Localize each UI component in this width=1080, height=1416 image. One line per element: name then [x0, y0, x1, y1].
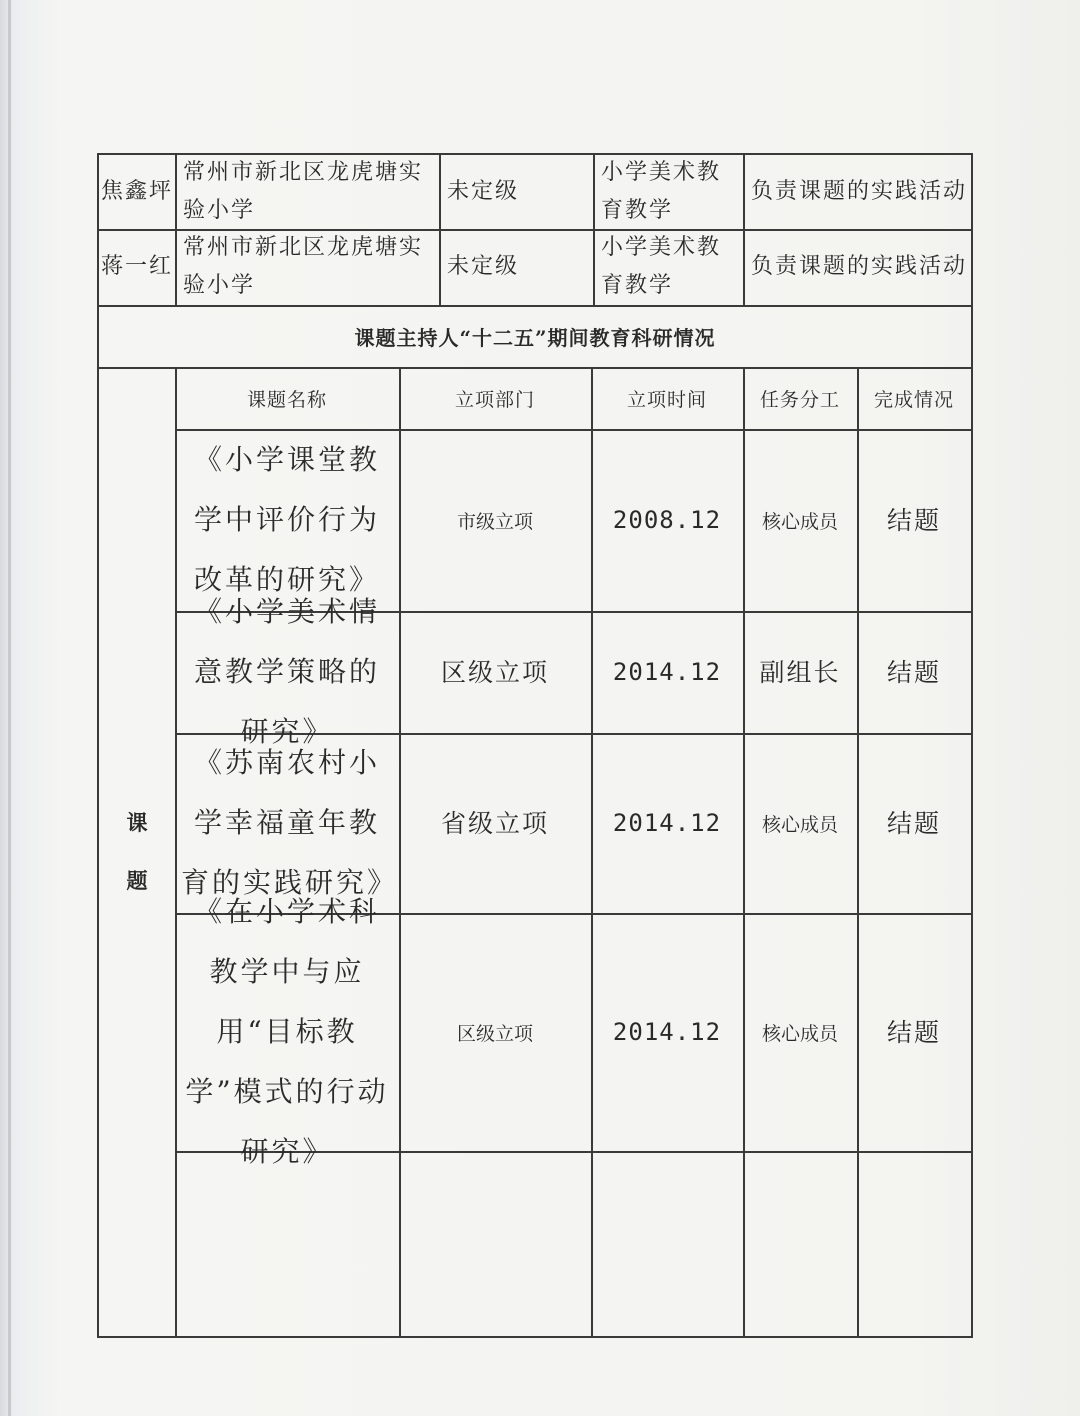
empty-cell [175, 1151, 401, 1338]
section-title: 课题主持人“十二五”期间教育科研情况 [99, 305, 973, 369]
member-name: 蒋一红 [99, 229, 177, 307]
member-specialty: 小学美术教育教学 [593, 229, 745, 307]
topic-dept: 区级立项 [399, 913, 593, 1153]
header-dept: 立项部门 [399, 367, 593, 431]
header-status: 完成情况 [857, 367, 973, 431]
header-topic-name: 课题名称 [175, 367, 401, 431]
book-spine-shadow [8, 0, 11, 1416]
member-title: 未定级 [439, 229, 595, 307]
topic-role: 核心成员 [743, 429, 859, 613]
topic-role: 核心成员 [743, 913, 859, 1153]
topic-time: 2014.12 [591, 733, 745, 915]
side-label-char: 题 [126, 867, 148, 893]
header-time: 立项时间 [591, 367, 745, 431]
member-title: 未定级 [439, 155, 595, 231]
member-specialty: 小学美术教育教学 [593, 155, 745, 231]
topic-dept: 区级立项 [399, 611, 593, 735]
empty-cell [743, 1151, 859, 1338]
topic-time: 2008.12 [591, 429, 745, 613]
empty-cell [857, 1151, 973, 1338]
topic-dept: 市级立项 [399, 429, 593, 613]
topic-time: 2014.12 [591, 611, 745, 735]
topic-role: 副组长 [743, 611, 859, 735]
topic-time: 2014.12 [591, 913, 745, 1153]
header-role: 任务分工 [743, 367, 859, 431]
topic-name: 《在小学术科教学中与应用“目标教学”模式的行动研究》 [175, 913, 401, 1153]
empty-cell [399, 1151, 593, 1338]
member-task: 负责课题的实践活动 [743, 155, 973, 231]
member-task: 负责课题的实践活动 [743, 229, 973, 307]
side-label [99, 367, 177, 1338]
topic-name: 《小学美术情意教学策略的研究》 [175, 611, 401, 735]
topic-dept: 省级立项 [399, 733, 593, 915]
member-name: 焦鑫坪 [99, 155, 177, 231]
research-table [97, 153, 973, 1338]
topic-status: 结题 [857, 429, 973, 613]
topic-status: 结题 [857, 913, 973, 1153]
topic-status: 结题 [857, 611, 973, 735]
member-unit: 常州市新北区龙虎塘实验小学 [175, 155, 441, 231]
empty-cell [591, 1151, 745, 1338]
topic-role: 核心成员 [743, 733, 859, 915]
topic-name: 《苏南农村小学幸福童年教育的实践研究》 [175, 733, 401, 915]
topic-status: 结题 [857, 733, 973, 915]
topic-name: 《小学课堂教学中评价行为改革的研究》 [175, 429, 401, 613]
side-label-char: 课 [126, 809, 148, 835]
member-unit: 常州市新北区龙虎塘实验小学 [175, 229, 441, 307]
